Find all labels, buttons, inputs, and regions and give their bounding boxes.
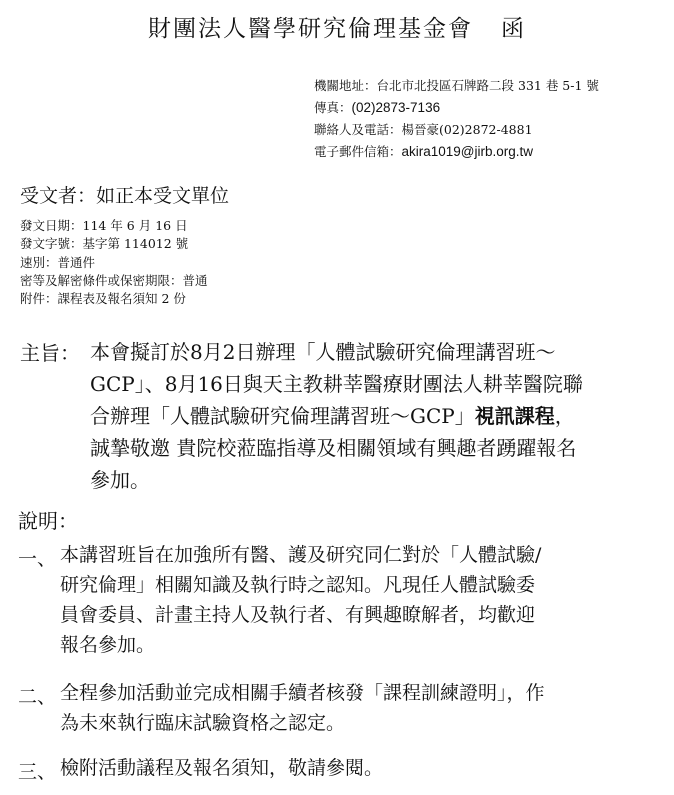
explanation-label: 說明： (18, 509, 78, 533)
item-line: 員會委員、計畫主持人及執行者、有興趣瞭解者，均歡迎 (60, 604, 536, 626)
subject-label: 主旨： (20, 341, 80, 365)
item-number: 二、 (18, 686, 57, 708)
item-line: 報名參加。 (60, 634, 156, 656)
meta-block (20, 217, 208, 308)
item-body (60, 540, 541, 660)
contact-address: 機關地址：台北市北投區石牌路二段 331 巷 5-1 號 (314, 78, 599, 93)
subject-line: 誠摯敬邀 貴院校蒞臨指導及相關領域有興趣者踴躍報名 (90, 436, 577, 460)
subject-line: 合辦理「人體試驗研究倫理講習班～GCP」視訊課程， (90, 404, 575, 428)
meta-attachment: 附件：課程表及報名須知 2 份 (20, 291, 186, 307)
subject-line: GCP」、8月16日與天主教耕莘醫療財團法人耕莘醫院聯 (90, 372, 583, 396)
recipient: 受文者：如正本受文單位 (20, 185, 230, 207)
org-name: 財團法人醫學研究倫理基金會 (148, 16, 473, 42)
meta-secrecy: 密等及解密條件或保密期限：普通 (20, 272, 208, 288)
meta-doc-no: 發文字號：基字第 114012 號 (20, 236, 189, 252)
contact-person: 聯絡人及電話：楊晉豪(02)2872-4881 (314, 122, 533, 137)
doc-type: 函 (501, 16, 526, 42)
address-value: 台北市北投區石牌路二段 331 巷 5-1 號 (376, 78, 599, 93)
subject-line: 參加。 (90, 468, 150, 492)
subject-line: 本會擬訂於8月2日辦理「人體試驗研究倫理講習班～ (90, 340, 556, 364)
meta-date: 發文日期：114 年 6 月 16 日 (20, 218, 188, 233)
person-value: 楊晉豪(02)2872-4881 (401, 122, 533, 137)
item-number: 三、 (18, 761, 57, 783)
document-title (0, 10, 674, 43)
item-body (60, 678, 545, 738)
video-course-emphasis: 視訊課程 (474, 404, 555, 428)
email-value: akira1019@jirb.org.tw (401, 144, 534, 159)
meta-speed: 速別：普通件 (20, 254, 96, 270)
contact-fax: 傳真：(02)2873-7136 (314, 100, 441, 115)
item-body (60, 753, 383, 783)
item-line: 為未來執行臨床試驗資格之認定。 (60, 712, 346, 734)
item-line: 研究倫理」相關知識及執行時之認知。凡現任人體試驗委 (60, 574, 536, 596)
item-number: 一、 (18, 548, 57, 570)
contact-email: 電子郵件信箱：akira1019@jirb.org.tw (314, 144, 534, 159)
subject-body (90, 336, 583, 496)
fax-value: (02)2873-7136 (351, 100, 441, 115)
item-line: 檢附活動議程及報名須知，敬請參閱。 (60, 757, 384, 779)
item-line: 全程參加活動並完成相關手續者核發「課程訓練證明」，作 (60, 682, 545, 704)
item-line: 本講習班旨在加強所有醫、護及研究同仁對於「人體試驗/ (60, 544, 542, 566)
contact-block (314, 75, 599, 163)
